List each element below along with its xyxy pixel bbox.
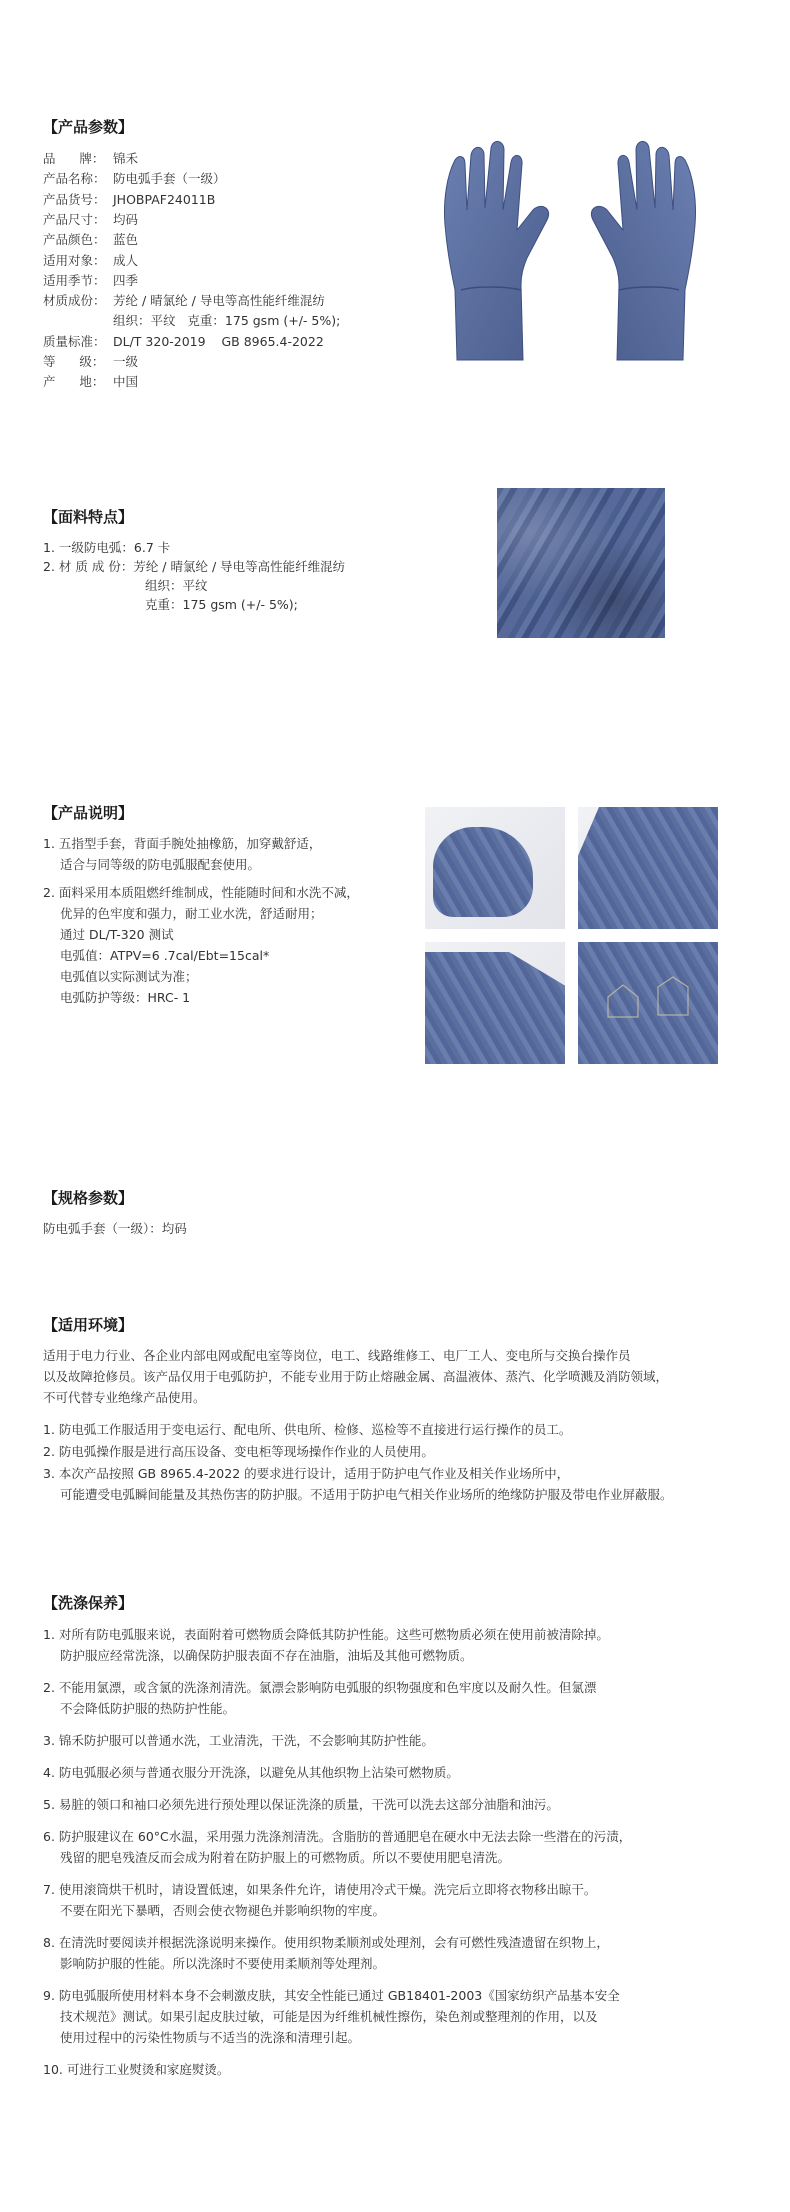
care-item-line: 4. 防电弧服必须与普通衣服分开洗涤，以避免从其他织物上沾染可燃物质。 [43, 1765, 459, 1780]
environment-item-line: 3. 本次产品按照 GB 8965.4-2022 的要求进行设计，适用于防护电气作业及相关作业场所中， [43, 1466, 570, 1481]
desc-item-1-line-1: 1. 五指型手套，背面手腕处抽橡筋，加穿戴舒适， [43, 836, 322, 851]
param-label: 适用季节： [43, 272, 106, 288]
care-item-line: 7. 使用滚筒烘干机时，请设置低速，如果条件允许，请使用冷式干燥。洗完后立即将衣物移出晾干。 [43, 1882, 597, 1897]
desc-item-2-line-3: 通过 DL/T-320 测试 [60, 927, 174, 942]
desc-item-2-line-5: 电弧值以实际测试为准； [60, 969, 198, 984]
care-item-line: 防护服应经常洗涤，以确保防护服表面不存在油脂，油垢及其他可燃物质。 [60, 1648, 473, 1663]
logo-print-icon [598, 967, 698, 1037]
param-label: 适用对象： [43, 252, 106, 268]
desc-item-2-line-4: 电弧值：ATPV=6 .7cal/Ebt=15cal* [60, 948, 270, 963]
param-row [43, 169, 226, 189]
fabric-line-2: 2. 材 质 成 份：芳纶 / 晴氯纶 / 导电等高性能纤维混纺 [43, 559, 346, 574]
param-label: 产品名称： [43, 171, 106, 187]
gloves-photo [425, 140, 715, 370]
param-value: 锦禾 [113, 151, 139, 166]
care-item-line: 3. 锦禾防护服可以普通水洗，工业清洗，干洗，不会影响其防护性能。 [43, 1733, 434, 1748]
environment-item-line: 2. 防电弧操作服是进行高压设备、变电柜等现场操作作业的人员使用。 [43, 1444, 434, 1459]
param-row [43, 210, 138, 230]
param-row [43, 190, 215, 210]
param-label: 产品尺寸： [43, 211, 106, 227]
param-row [43, 271, 138, 291]
param-value: 成人 [113, 252, 139, 268]
detail-photo-fingers [425, 807, 565, 929]
detail-photo-logo [578, 942, 718, 1064]
param-row [43, 291, 325, 311]
param-label: 产品颜色： [43, 232, 106, 248]
param-row [43, 332, 324, 352]
care-item-line: 残留的肥皂残渣反而会成为附着在防护服上的可燃物质。所以不要使用肥皂清洗。 [60, 1850, 511, 1865]
section-title-product-desc: 【产品说明】 [43, 804, 134, 822]
param-label: 质量标准： [43, 333, 106, 349]
param-value: 组织：平纹 克重：175 gsm (+/- 5%); [113, 313, 341, 329]
care-item-line: 技术规范》测试。如果引起皮肤过敏，可能是因为纤维机械性擦伤，染色剂或整理剂的作用，以及 [60, 2009, 598, 2024]
param-value: 四季 [113, 272, 139, 288]
fabric-line-4: 克重：175 gsm (+/- 5%); [145, 597, 298, 612]
care-item-line: 9. 防电弧服所使用材料本身不会刺激皮肤，其安全性能已通过 GB18401-2003《国家纺织产品基本安全 [43, 1988, 620, 2003]
detail-photo-seam [425, 942, 565, 1064]
desc-item-2-line-6: 电弧防护等级：HRC- 1 [60, 990, 191, 1005]
param-row [43, 372, 138, 392]
param-label: 品 牌： [43, 151, 105, 166]
fabric-line-3: 组织：平纹 [145, 578, 208, 593]
environment-intro-line: 适用于电力行业、各企业内部电网或配电室等岗位，电工、线路维修工、电厂工人、变电所与交换台操作员 [43, 1348, 631, 1363]
param-row [43, 230, 138, 250]
care-item-line: 不要在阳光下暴晒，否则会使衣物褪色并影响织物的牢度。 [60, 1903, 386, 1918]
care-item-line: 使用过程中的污染性物质与不适当的洗涤和清理引起。 [60, 2030, 361, 2045]
care-item-line: 1. 对所有防电弧服来说，表面附着可燃物质会降低其防护性能。这些可燃物质必须在使用前被清除掉。 [43, 1627, 609, 1642]
param-label: 等 级： [43, 354, 105, 369]
environment-intro-line: 以及故障抢修员。该产品仅用于电弧防护，不能专业用于防止熔融金属、高温液体、蒸汽、化学喷溅及消防领域， [43, 1369, 669, 1384]
desc-item-1-line-2: 适合与同等级的防电弧服配套使用。 [60, 857, 261, 872]
care-item-line: 6. 防护服建议在 60°C水温，采用强力洗涤剂清洗。含脂肪的普通肥皂在硬水中无法去除一些潜在的污渍， [43, 1829, 632, 1844]
param-label: 产品货号： [43, 191, 106, 207]
environment-item-line: 1. 防电弧工作服适用于变电运行、配电所、供电所、检修、巡检等不直接进行运行操作的员工。 [43, 1422, 572, 1437]
section-title-care: 【洗涤保养】 [43, 1594, 134, 1612]
param-value: 芳纶 / 晴氯纶 / 导电等高性能纤维混纺 [113, 293, 325, 309]
right-glove-shape [591, 141, 695, 360]
desc-item-2-line-1: 2. 面料采用本质阻燃纤维制成，性能随时间和水洗不减， [43, 885, 359, 900]
param-value: JHOBPAF24011B [113, 191, 216, 207]
section-title-spec: 【规格参数】 [43, 1189, 134, 1207]
param-label: 产 地： [43, 374, 105, 390]
fabric-line-1: 1. 一级防电弧：6.7 卡 [43, 540, 171, 555]
fabric-swatch-photo [497, 488, 665, 638]
section-title-product-params: 【产品参数】 [43, 118, 134, 136]
care-item-line: 10. 可进行工业熨烫和家庭熨烫。 [43, 2062, 230, 2077]
desc-item-2-line-2: 优异的色牢度和强力，耐工业水洗，舒适耐用； [60, 906, 323, 921]
param-row [43, 149, 138, 169]
care-item-line: 影响防护服的性能。所以洗涤时不要使用柔顺剂等处理剂。 [60, 1956, 386, 1971]
spec-line: 防电弧手套（一级）：均码 [43, 1221, 187, 1236]
param-row [43, 251, 138, 271]
param-value: 均码 [113, 211, 139, 227]
detail-photo-cuff [578, 807, 718, 929]
care-item-line: 不会降低防护服的热防护性能。 [60, 1701, 236, 1716]
param-value: 一级 [113, 354, 139, 369]
care-item-line: 2. 不能用氯漂，或含氯的洗涤剂清洗。氯漂会影响防电弧服的织物强度和色牢度以及耐久性。但氯漂 [43, 1680, 597, 1695]
param-row [43, 352, 138, 372]
param-value: 蓝色 [113, 232, 139, 248]
environment-item-line: 可能遭受电弧瞬间能量及其热伤害的防护服。不适用于防护电气相关作业场所的绝缘防护服及带电作业屏蔽服。 [60, 1487, 673, 1502]
param-row [43, 311, 340, 331]
care-item-line: 5. 易脏的领口和袖口必须先进行预处理以保证洗涤的质量，干洗可以洗去这部分油脂和油污。 [43, 1797, 559, 1812]
section-title-fabric: 【面料特点】 [43, 508, 134, 526]
param-value: DL/T 320-2019 GB 8965.4-2022 [113, 333, 324, 349]
care-item-line: 8. 在清洗时要阅读并根据洗涤说明来操作。使用织物柔顺剂或处理剂，会有可燃性残渣遗留在织物上， [43, 1935, 609, 1950]
left-glove-shape [444, 141, 548, 360]
param-value: 中国 [113, 374, 139, 390]
environment-intro-line: 不可代替专业绝缘产品使用。 [43, 1390, 206, 1405]
section-title-environment: 【适用环境】 [43, 1316, 134, 1334]
param-value: 防电弧手套（一级） [113, 171, 226, 187]
param-label: 材质成份： [43, 293, 106, 309]
